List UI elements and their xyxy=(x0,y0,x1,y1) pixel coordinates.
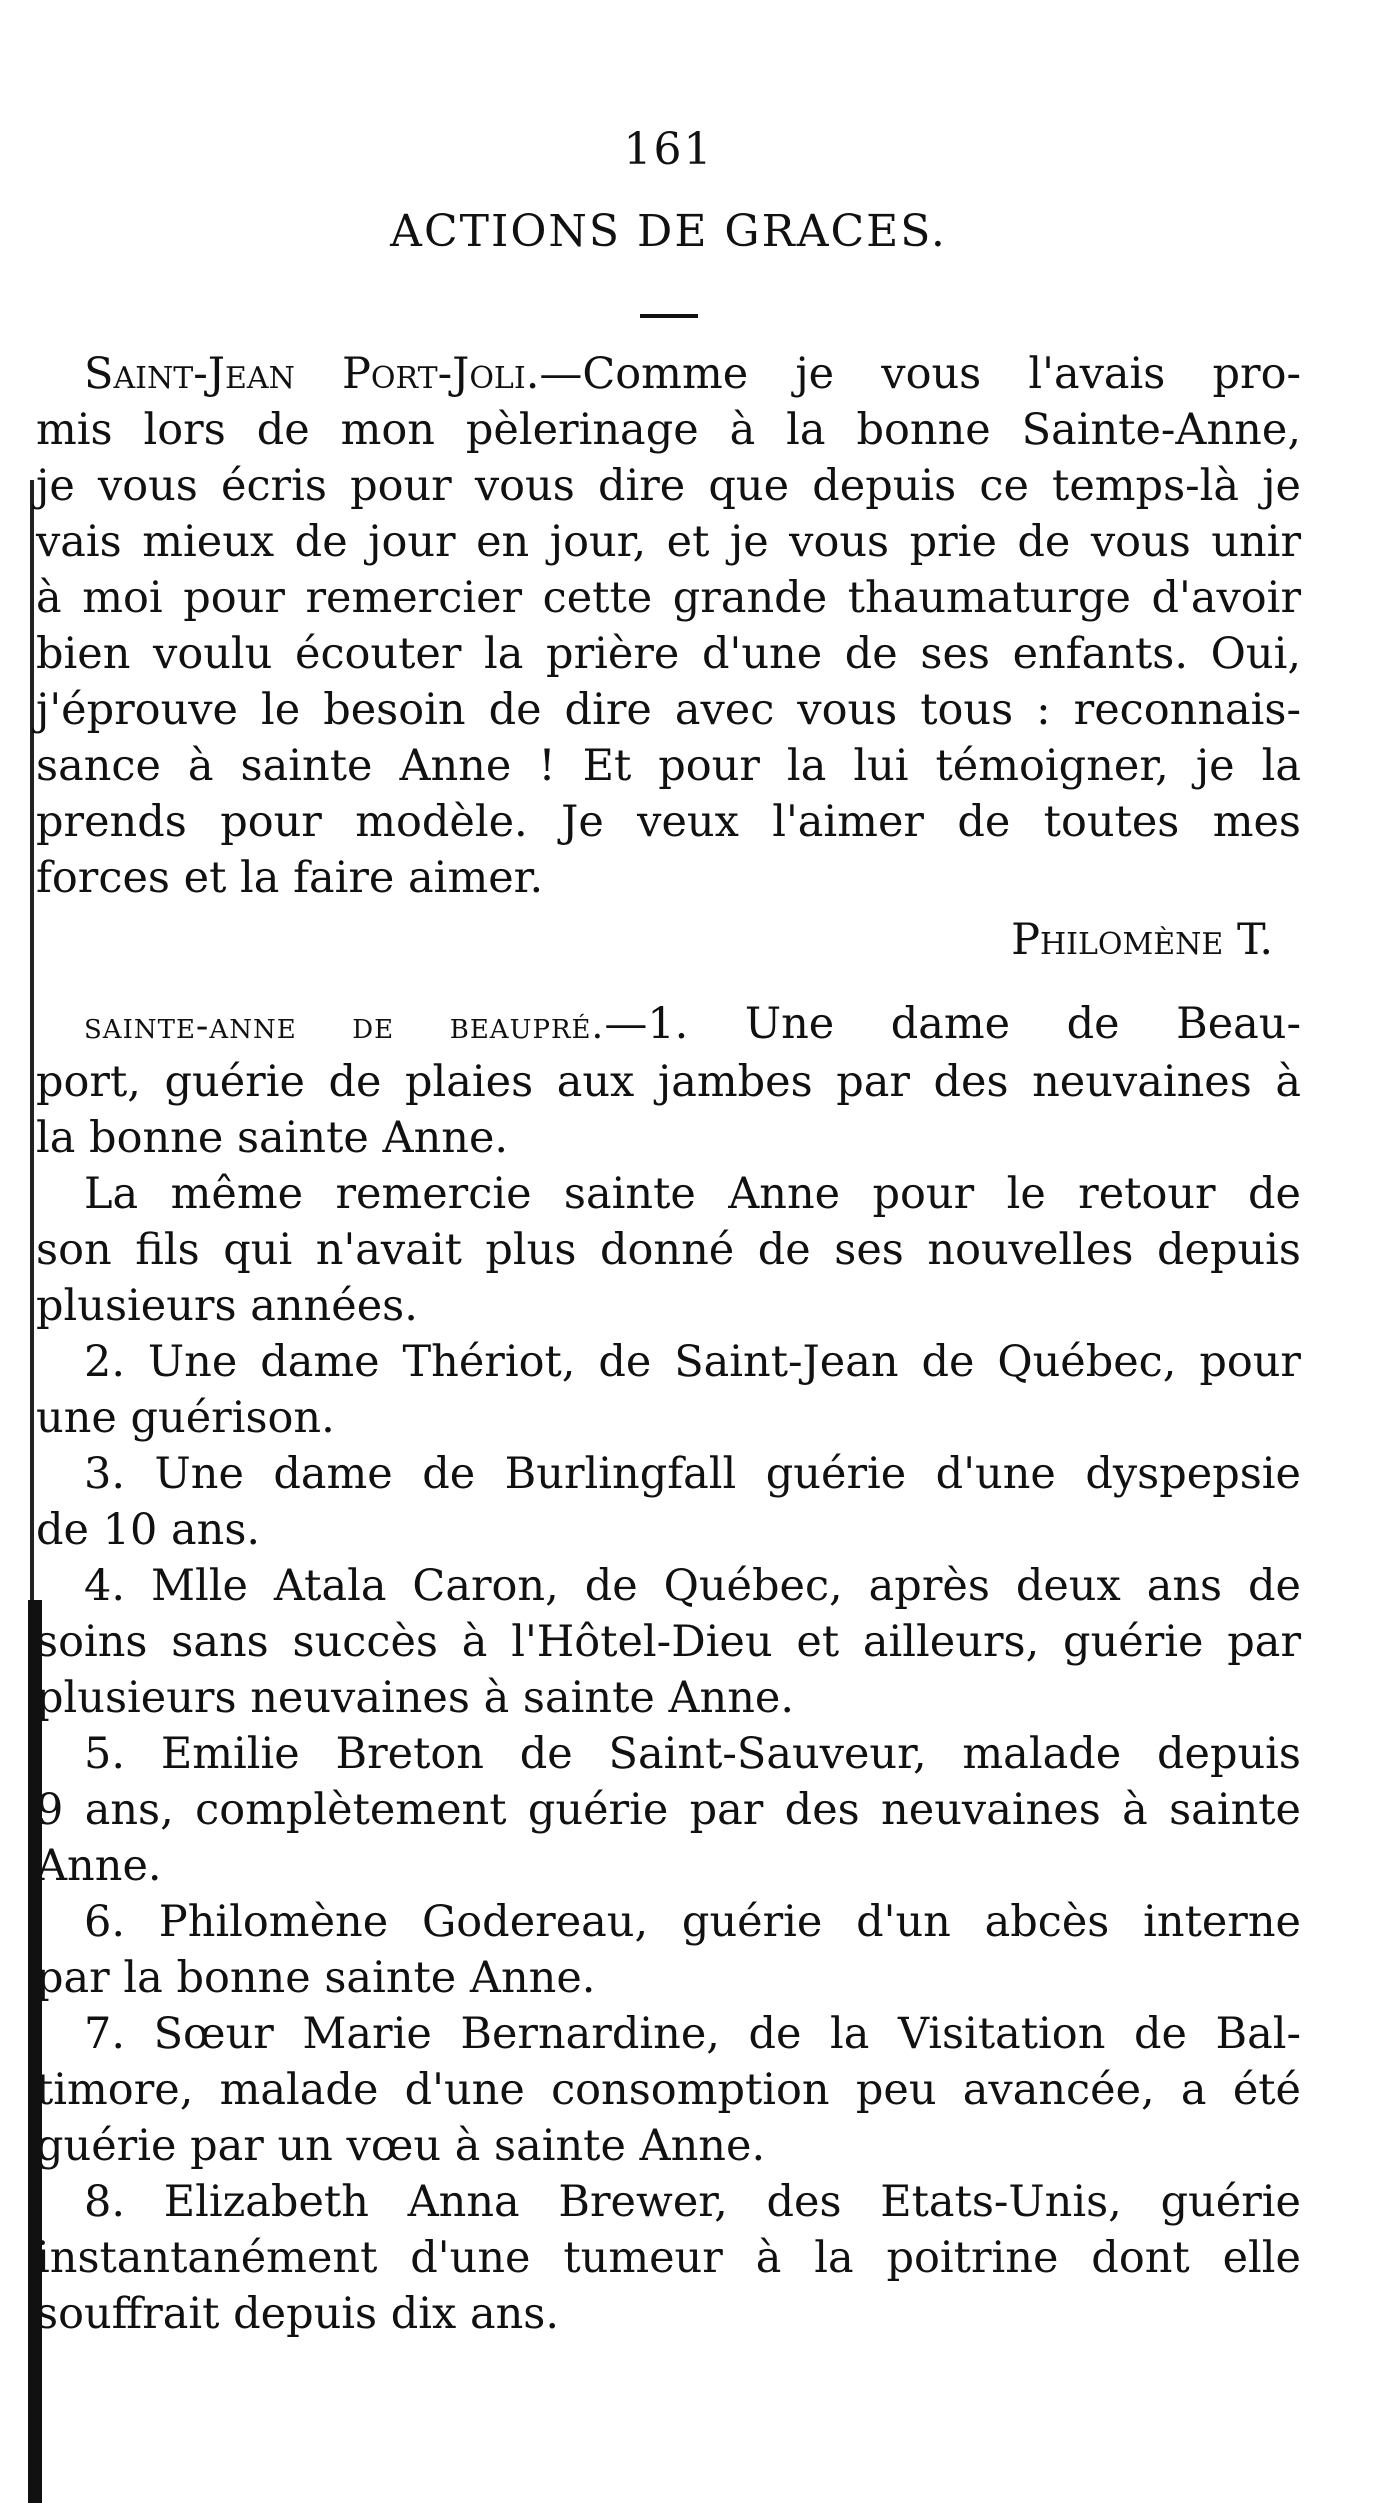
text-line: instantanément d'une tumeur à la poitrine dont elle xyxy=(36,2233,1301,2283)
text-line: sainte-anne de beaupré.—1. Une dame de Beau- xyxy=(84,999,1302,1049)
text-line: port, guérie de plaies aux jambes par des neuvaines à xyxy=(36,1057,1301,1107)
testimony-saint-jean xyxy=(36,346,1301,968)
place-name: sainte-anne de beaupré. xyxy=(84,1004,605,1047)
text-line: je vous écris pour vous dire que depuis ce temps-là je xyxy=(36,461,1301,511)
text-line: j'éprouve le besoin de dire avec vous tous : reconnais- xyxy=(36,685,1301,735)
text-line: La même remercie sainte Anne pour le retour de xyxy=(84,1169,1301,1219)
text-line: plusieurs années. xyxy=(36,1281,418,1331)
text-line: 2. Une dame Thériot, de Saint-Jean de Québec, pour xyxy=(84,1337,1301,1387)
testimony-list-beaupre xyxy=(36,996,1301,2342)
section-heading: ACTIONS DE GRACES. xyxy=(390,206,947,257)
text-line: 6. Philomène Godereau, guérie d'un abcès interne xyxy=(84,1897,1301,1947)
text-line: de 10 ans. xyxy=(36,1505,261,1555)
text-line: bien voulu écouter la prière d'une de ses enfants. Oui, xyxy=(36,629,1301,679)
text-line: souffrait depuis dix ans. xyxy=(36,2289,560,2339)
text-line: vais mieux de jour en jour, et je vous prie de vous unir xyxy=(36,517,1301,567)
place-name: Saint-Jean Port-Joli. xyxy=(84,349,540,399)
text-line: mis lors de mon pèlerinage à la bonne Sainte-Anne, xyxy=(36,405,1301,455)
text-line: plusieurs neuvaines à sainte Anne. xyxy=(36,1673,795,1723)
signature: Philomène T. xyxy=(1011,915,1273,965)
text-line: 8. Elizabeth Anna Brewer, des Etats-Unis, guérie xyxy=(84,2177,1301,2227)
text-line: 7. Sœur Marie Bernardine, de la Visitation de Bal- xyxy=(84,2009,1301,2059)
page-text xyxy=(36,110,1301,2342)
text-line: la bonne sainte Anne. xyxy=(36,1113,509,1163)
text-line: à moi pour remercier cette grande thaumaturge d'avoir xyxy=(36,573,1301,623)
text-line: 9 ans, complètement guérie par des neuvaines à sainte xyxy=(36,1785,1301,1835)
text-line: 3. Une dame de Burlingfall guérie d'une dyspepsie xyxy=(84,1449,1301,1499)
text-line: une guérison. xyxy=(36,1393,335,1443)
text-line: soins sans succès à l'Hôtel-Dieu et ailleurs, guérie par xyxy=(36,1617,1301,1667)
text-line: timore, malade d'une consomption peu avancée, a été xyxy=(36,2065,1301,2115)
text-line: forces et la faire aimer. xyxy=(36,853,544,903)
text-line: sance à sainte Anne ! Et pour la lui témoigner, je la xyxy=(36,741,1301,791)
heading-divider xyxy=(640,314,698,318)
text-line: 4. Mlle Atala Caron, de Québec, après deux ans de xyxy=(84,1561,1301,1611)
text-line: guérie par un vœu à sainte Anne. xyxy=(36,2121,766,2171)
text-line: son fils qui n'avait plus donné de ses nouvelles depuis xyxy=(36,1225,1301,1275)
text-line: Anne. xyxy=(36,1841,162,1891)
text-line: prends pour modèle. Je veux l'aimer de toutes mes xyxy=(36,797,1301,847)
text-line: par la bonne sainte Anne. xyxy=(36,1953,596,2003)
text-line: Saint-Jean Port-Joli.—Comme je vous l'avais pro- xyxy=(84,349,1302,399)
text-line: 5. Emilie Breton de Saint-Sauveur, malade depuis xyxy=(84,1729,1301,1779)
page-number: 161 xyxy=(623,124,714,175)
binding-edge xyxy=(30,480,34,1610)
